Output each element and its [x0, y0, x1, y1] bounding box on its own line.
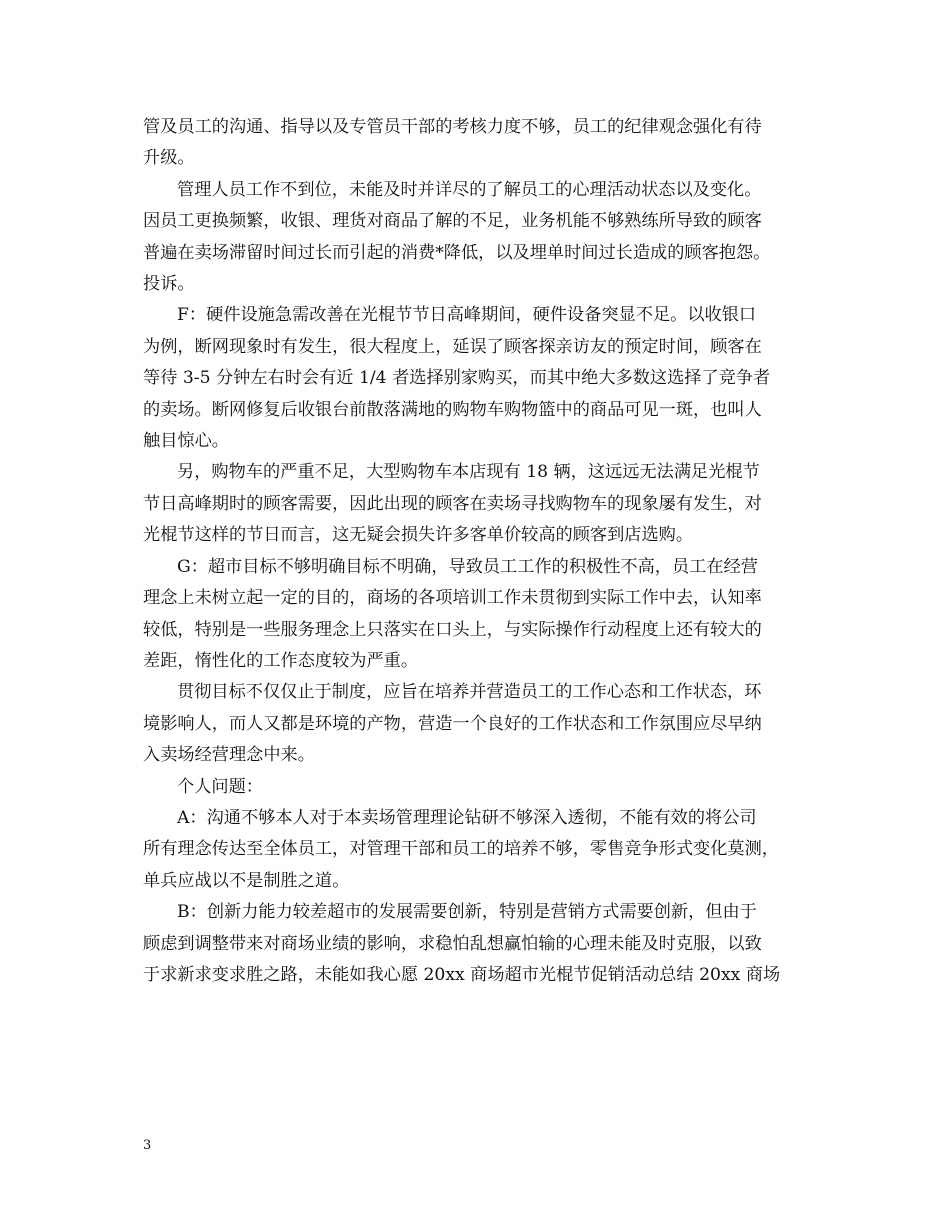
text-line: 管理人员工作不到位，未能及时并详尽的了解员工的心理活动状态以及变化。: [177, 179, 762, 200]
text-line: 普遍在卖场滞留时间过长而引起的消费*降低，以及埋单时间过长造成的顾客抱怨。: [143, 242, 771, 263]
text-line: 触目惊心。: [143, 431, 229, 452]
text-line: B：创新力能力较差超市的发展需要创新，特别是营销方式需要创新，但由于: [177, 902, 757, 923]
text-line: 的卖场。断网修复后收银台前散落满地的购物车购物篮中的商品可见一斑，也叫人: [143, 399, 762, 420]
text-line: 贯彻目标不仅仅止于制度，应旨在培养并营造员工的工作心态和工作状态，环: [177, 682, 762, 703]
text-line: 单兵应战以不是制胜之道。: [143, 870, 350, 891]
text-line: 于求新求变求胜之路，未能如我心愿 20xx 商场超市光棍节促销活动总结 20xx 商场: [143, 964, 781, 985]
text-line: 理念上未树立起一定的目的，商场的各项培训工作未贯彻到实际工作中去，认知率: [143, 588, 762, 609]
text-line: 因员工更换频繁，收银、理货对商品了解的不足，业务机能不够熟练所导致的顾客: [143, 211, 762, 232]
text-line: 为例，断网现象时有发生，很大程度上，延误了顾客探亲访友的预定时间，顾客在: [143, 336, 762, 357]
document-body: [143, 112, 825, 991]
paragraph: [143, 300, 825, 457]
text-line: 个人问题：: [177, 776, 263, 797]
paragraph: [143, 803, 825, 897]
paragraph: [143, 175, 825, 301]
paragraph: [143, 112, 825, 175]
text-line: 境影响人，而人又都是环境的产物，营造一个良好的工作状态和工作氛围应尽早纳: [143, 713, 762, 734]
text-line: F：硬件设施急需改善在光棍节节日高峰期间，硬件设备突显不足。以收银口: [177, 305, 757, 326]
page-number: 3: [143, 1138, 152, 1153]
text-line: G：超市目标不够明确目标不明确，导致员工工作的积极性不高，员工在经营: [177, 556, 758, 577]
text-line: 差距，惰性化的工作态度较为严重。: [143, 650, 419, 671]
text-line: 另，购物车的严重不足，大型购物车本店现有 18 辆，这远远无法满足光棍节: [177, 462, 760, 483]
text-line: 升级。: [143, 148, 195, 169]
paragraph: [143, 772, 825, 803]
text-line: 等待 3-5 分钟左右时会有近 1/4 者选择别家购买，而其中绝大多数这选择了竞争者: [143, 368, 771, 389]
paragraph: [143, 897, 825, 991]
text-line: 入卖场经营理念中来。: [143, 745, 315, 766]
text-line: 节日高峰期时的顾客需要，因此出现的顾客在卖场寻找购物车的现象屡有发生，对: [143, 493, 762, 514]
paragraph: [143, 677, 825, 771]
text-line: 管及员工的沟通、指导以及专管员干部的考核力度不够，员工的纪律观念强化有待: [143, 117, 762, 137]
text-line: 所有理念传达至全体员工，对管理干部和员工的培养不够，零售竞争形式变化莫测，: [143, 839, 779, 860]
text-line: 较低，特别是一些服务理念上只落实在口头上，与实际操作行动程度上还有较大的: [143, 619, 762, 640]
text-line: 顾虑到调整带来对商场业绩的影响，求稳怕乱想赢怕输的心理未能及时克服，以致: [143, 933, 762, 954]
text-line: 光棍节这样的节日而言，这无疑会损失许多客单价较高的顾客到店选购。: [143, 525, 694, 546]
text-line: 投诉。: [143, 274, 195, 295]
paragraph: [143, 552, 825, 678]
text-line: A：沟通不够本人对于本卖场管理理论钻研不够深入透彻，不能有效的将公司: [177, 807, 757, 828]
paragraph: [143, 457, 825, 551]
